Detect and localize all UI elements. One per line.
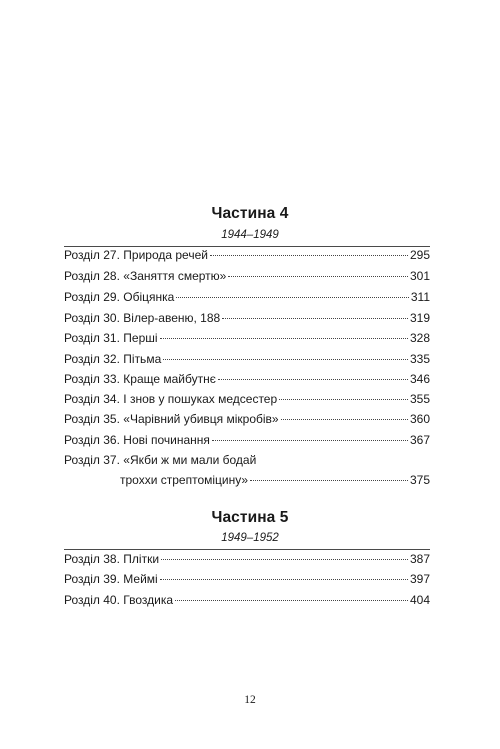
toc-entry[interactable] — [64, 592, 430, 608]
toc-entry-page: 328 — [409, 331, 430, 345]
toc-entry[interactable] — [64, 571, 430, 587]
toc-entry[interactable] — [64, 330, 430, 346]
leader-dots — [250, 480, 408, 481]
leader-dots — [160, 338, 408, 339]
toc-entry-label: Розділ 35. «Чарівний убивця мікробів» — [64, 412, 279, 426]
leader-dots — [210, 255, 408, 256]
toc-entry[interactable] — [64, 289, 430, 305]
toc-entry-page: 375 — [409, 473, 430, 487]
toc-entry-label: Розділ 31. Перші — [64, 331, 158, 345]
toc-entry-page: 367 — [409, 433, 430, 447]
toc-entry-page: 295 — [409, 248, 430, 262]
toc-entry-label: Розділ 40. Гвоздика — [64, 593, 174, 607]
toc-entry[interactable] — [64, 268, 430, 284]
part-4-title: Частина 4 — [211, 205, 289, 222]
leader-dots — [175, 600, 408, 601]
toc-entry[interactable] — [64, 371, 430, 387]
toc-entry[interactable] — [64, 247, 430, 263]
leader-dots — [161, 559, 408, 560]
toc-entry[interactable] — [64, 551, 430, 567]
toc-entry-label[interactable]: Розділ 37. «Якби ж ми мали бодай — [64, 453, 257, 467]
toc-entry[interactable] — [64, 351, 430, 367]
toc-entry-page: 397 — [409, 572, 430, 586]
toc-entry-label: Розділ 29. Обіцянка — [64, 290, 175, 304]
toc-entry-page: 360 — [409, 412, 430, 426]
toc-entry-label: Розділ 38. Плітки — [64, 552, 160, 566]
part-5-years: 1949–1952 — [221, 532, 279, 544]
leader-dots — [218, 379, 408, 380]
toc-entry-page: 311 — [410, 290, 430, 304]
leader-dots — [160, 579, 408, 580]
toc-entry[interactable] — [64, 411, 430, 427]
toc-entry-label: Розділ 30. Вілер-авеню, 188 — [64, 311, 221, 325]
toc-entry[interactable] — [64, 391, 430, 407]
toc-entry-page: 335 — [409, 352, 430, 366]
toc-entry-page: 387 — [409, 552, 430, 566]
leader-dots — [176, 297, 409, 298]
toc-entry-label: Розділ 34. І знов у пошуках медсестер — [64, 392, 278, 406]
toc-entry-label: Розділ 36. Нові починання — [64, 433, 210, 447]
leader-dots — [222, 318, 408, 319]
leader-dots — [281, 419, 408, 420]
part-4-years: 1944–1949 — [221, 229, 279, 241]
toc-entry-page: 319 — [409, 311, 430, 325]
leader-dots — [228, 276, 408, 277]
toc-entry-page: 404 — [409, 593, 430, 607]
leader-dots — [163, 359, 408, 360]
leader-dots — [212, 440, 408, 441]
part-5-rule — [64, 549, 430, 550]
toc-entry-label: Розділ 28. «Заняття смертю» — [64, 269, 227, 283]
toc-entry-page: 355 — [409, 392, 430, 406]
toc-entry-label: Розділ 39. Меймі — [64, 572, 158, 586]
toc-entry-continuation[interactable] — [120, 472, 430, 488]
toc-entry-label: Розділ 33. Краще майбутнє — [64, 372, 216, 386]
toc-entry[interactable] — [64, 432, 430, 448]
toc-entry-label: Розділ 27. Природа речей — [64, 248, 208, 262]
toc-entry-page: 346 — [409, 372, 430, 386]
toc-entry-label: троххи стрептоміцину» — [120, 473, 249, 487]
toc-entry-label: Розділ 32. Пітьма — [64, 352, 162, 366]
leader-dots — [279, 399, 408, 400]
page-number: 12 — [244, 694, 256, 706]
toc-entry-page: 301 — [409, 269, 430, 283]
toc-entry[interactable] — [64, 310, 430, 326]
part-5-title: Частина 5 — [211, 509, 289, 526]
